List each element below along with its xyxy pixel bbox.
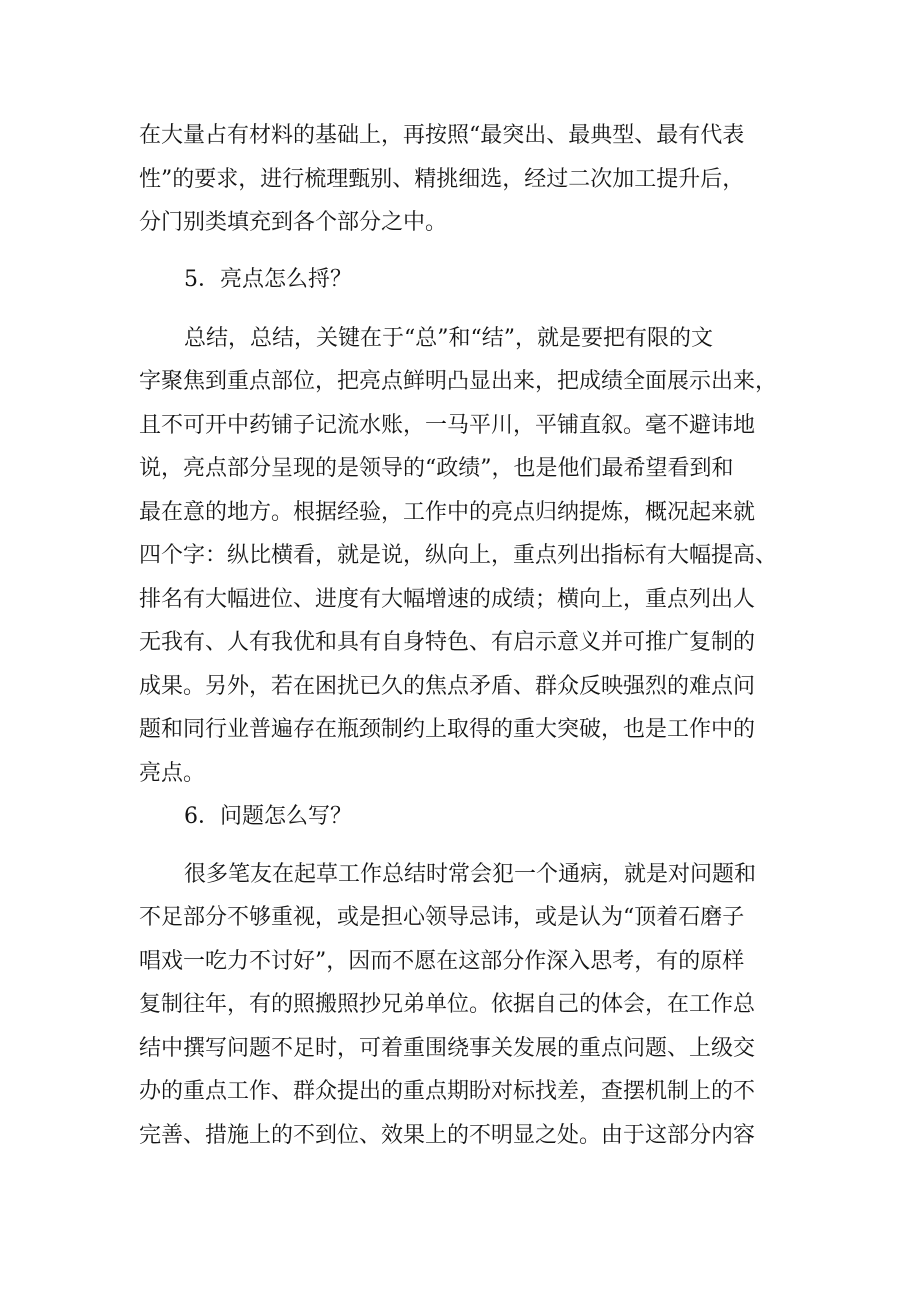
paragraph-1-line (0, 203, 920, 243)
paragraph-3-line (0, 1072, 920, 1112)
paragraph-2-line (0, 449, 920, 489)
paragraph-1-line (0, 160, 920, 200)
line-text: 字聚焦到重点部位，把亮点鲜明凸显出来，把成绩全面展示出来， (139, 369, 778, 394)
line-text: 最在意的地方。根据经验，工作中的亮点归纳提炼，概况起来就 (139, 500, 756, 525)
paragraph-3-line (0, 1029, 920, 1069)
paragraph-2-line (0, 536, 920, 576)
line-text: 不足部分不够重视，或是担心领导忌讳，或是认为“顶着石磨子 (139, 905, 745, 930)
paragraph-3-line (0, 898, 920, 938)
paragraph-2-line (0, 667, 920, 707)
line-text: 办的重点工作、群众提出的重点期盼对标找差，查摆机制上的不 (139, 1079, 756, 1104)
section-heading-6 (0, 797, 920, 837)
paragraph-3-line (0, 1116, 920, 1156)
paragraph-2-line (0, 710, 920, 750)
section-heading-5 (0, 260, 920, 300)
line-text: 无我有、人有我优和具有自身特色、有启示意义并可推广复制的 (139, 630, 756, 655)
line-text: 四个字：纵比横看，就是说，纵向上，重点列出指标有大幅提高、 (139, 543, 778, 568)
paragraph-1-line (0, 116, 920, 156)
paragraph-2-line (0, 406, 920, 446)
line-text: 分门别类填充到各个部分之中。 (139, 210, 448, 235)
paragraph-3-line (0, 855, 920, 895)
heading-text: 5．亮点怎么捋？ (184, 267, 352, 292)
line-text: 排名有大幅进位、进度有大幅增速的成绩；横向上，重点列出人 (139, 587, 756, 612)
line-text: 题和同行业普遍存在瓶颈制约上取得的重大突破，也是工作中的 (139, 717, 756, 742)
paragraph-2-line (0, 362, 920, 402)
paragraph-2-line (0, 319, 920, 359)
line-text: 复制往年，有的照搬照抄兄弟单位。依据自己的体会，在工作总 (139, 992, 756, 1017)
line-text: 说，亮点部分呈现的是领导的“政绩”，也是他们最希望看到和 (139, 456, 734, 481)
paragraph-2-line (0, 493, 920, 533)
paragraph-2-line (0, 623, 920, 663)
line-text: 总结，总结，关键在于“总”和“结”，就是要把有限的文 (184, 326, 713, 351)
line-text: 性”的要求，进行梳理甄别、精挑细选，经过二次加工提升后， (139, 167, 745, 192)
paragraph-2-line (0, 754, 920, 794)
paragraph-2-line (0, 580, 920, 620)
line-text: 完善、措施上的不到位、效果上的不明显之处。由于这部分内容 (139, 1123, 756, 1148)
paragraph-3-line (0, 942, 920, 982)
line-text: 结中撰写问题不足时，可着重围绕事关发展的重点问题、上级交 (139, 1036, 756, 1061)
line-text: 成果。另外，若在困扰已久的焦点矛盾、群众反映强烈的难点问 (139, 674, 756, 699)
paragraph-3-line (0, 985, 920, 1025)
line-text: 很多笔友在起草工作总结时常会犯一个通病，就是对问题和 (184, 862, 757, 887)
line-text: 且不可开中药铺子记流水账，一马平川，平铺直叙。毫不避讳地 (139, 413, 756, 438)
line-text: 唱戏一吃力不讨好”，因而不愿在这部分作深入思考，有的原样 (139, 949, 745, 974)
line-text: 亮点。 (139, 761, 206, 786)
heading-text: 6．问题怎么写？ (184, 804, 352, 829)
line-text: 在大量占有材料的基础上，再按照“最突出、最典型、最有代表 (139, 123, 745, 148)
